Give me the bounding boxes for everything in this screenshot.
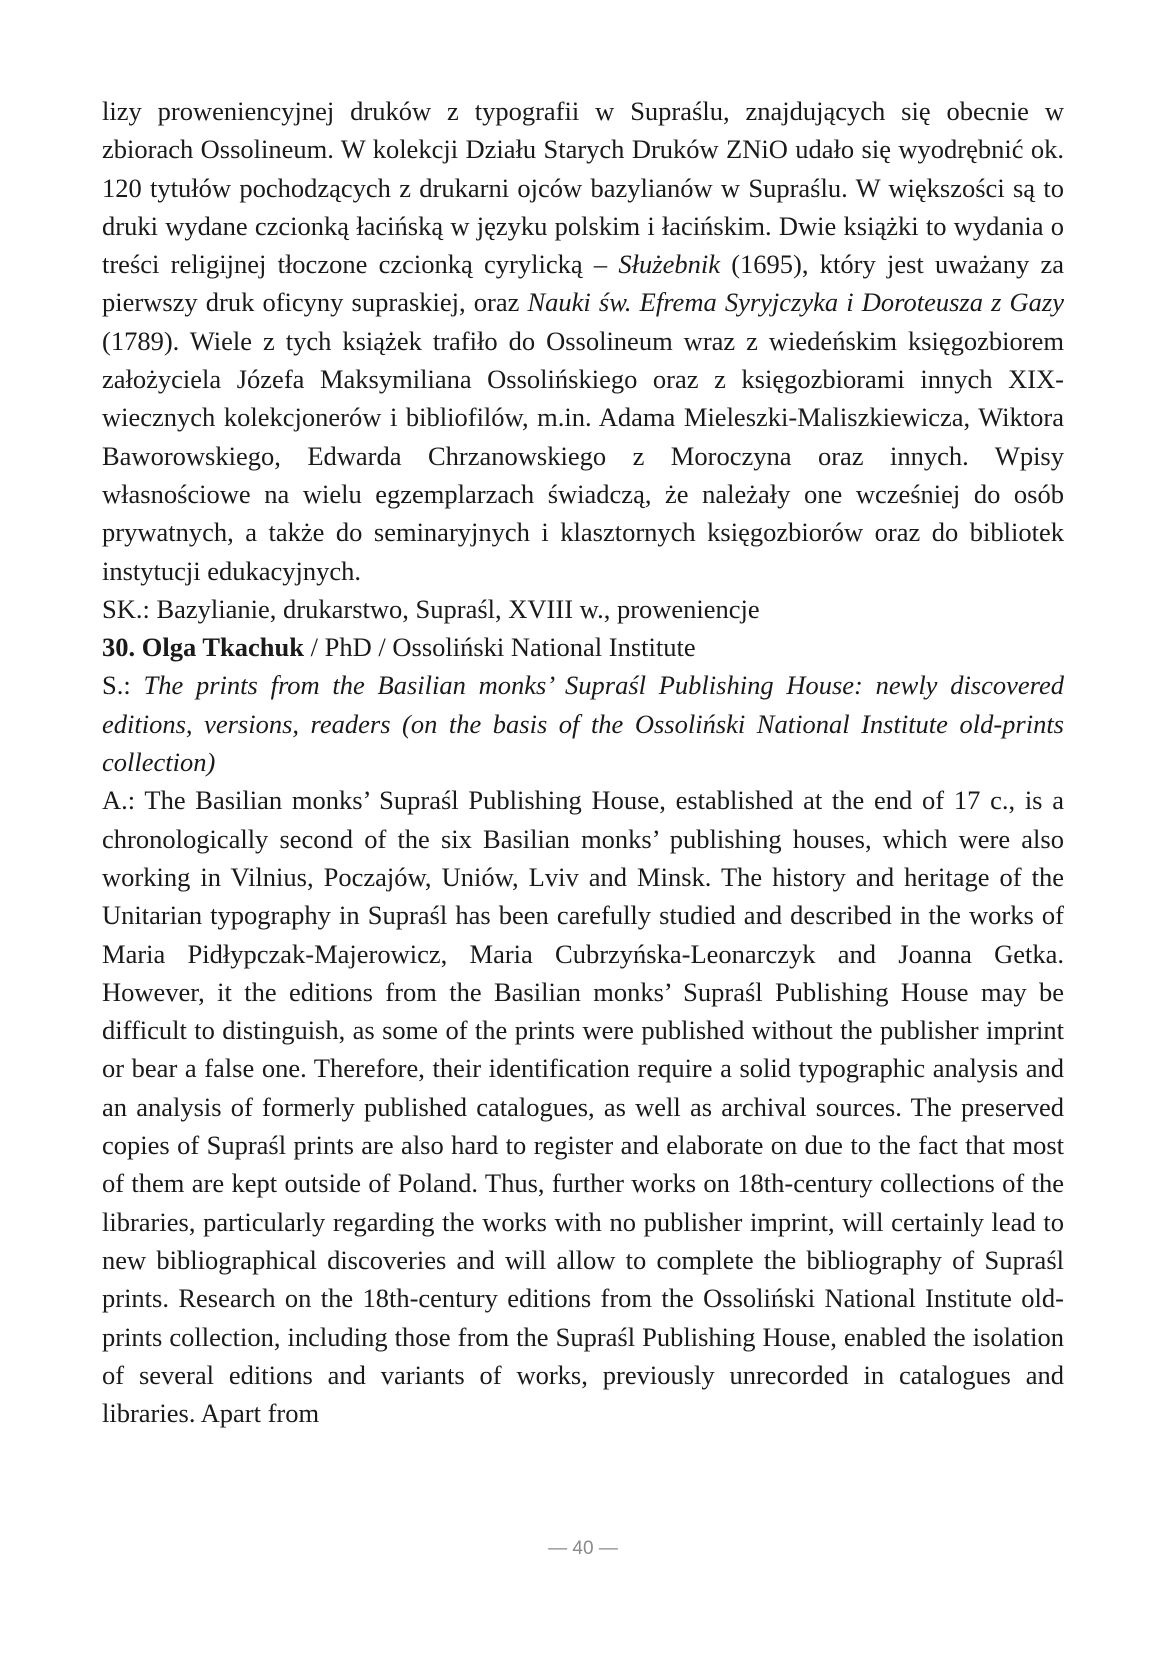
polish-abstract-text-2: (1695), który jest uważany za pierwszy druk oficyny supraskiej, oraz — [102, 249, 1064, 318]
subject-prefix: S.: — [102, 670, 144, 701]
page-body — [102, 92, 1064, 1432]
entry-affiliation: / PhD / Ossoliński National Institute — [304, 632, 696, 663]
keywords-line: SK.: Bazylianie, drukarstwo, Supraśl, XVIII w., proweniencje — [102, 593, 760, 624]
entry-number-author: 30. Olga Tkachuk — [102, 632, 305, 663]
entry-heading — [102, 628, 1064, 666]
entry-abstract: A.: The Basilian monks’ Supraśl Publishing House, established at the end of 17 c., is a chronologically second of the six Basilian monks’ publishing houses, which were also working in Vilnius, Poczajów, Uniów, Lviv and Minsk. The history and heritage of the Unitarian typography in Supraśl has been carefully studied and described in the works of Maria Pidłypczak-Majerowicz, Maria Cubrzyńska-Leonarczyk and Joanna Getka. However, it the editions from the Basilian monks’ Supraśl Publishing House may be difficult to distinguish, as some of the prints were published without the publisher imprint or bear a false one. Therefore, their identification require a solid typographic analysis and an analysis of formerly published catalogues, as well as archival sources. The preserved copies of Supraśl prints are also hard to register and elaborate on due to the fact that most of them are kept outside of Poland. Thus, further works on 18th-century collections of the libraries, particularly regarding the works with no publisher imprint, will certainly lead to new bibliographical discoveries and will allow to complete the bibliography of Supraśl prints. Research on the 18th-century editions from the Ossoliński National Institute old-prints collection, including those from the Supraśl Publishing House, enabled the isolation of several editions and variants of works, previously unrecorded in catalogues and libraries. Apart from — [102, 785, 1064, 1429]
book-title-nauki: Nauki św. Efrema Syryjczyka i Doroteusza z Gazy — [527, 287, 1064, 318]
page-number: — 40 — — [548, 1538, 618, 1559]
entry-subject — [102, 666, 1064, 781]
polish-abstract-text-1: lizy proweniencyjnej druków z typografii w Supraślu, znajdujących się obecnie w zbiorach Ossolineum. W kolekcji Działu Starych Druków ZNiO udało się wyodrębnić ok. 120 tytułów pochodzących z drukarni ojców bazylianów w Supraślu. W większości są to druki wydane czcionką łacińską w języku polskim i łacińskim. Dwie książki to wydania o treści religijnej tłoczone czcionką cyrylicką – — [102, 96, 1064, 280]
book-title-sluzebnik: Służebnik — [618, 249, 720, 280]
polish-abstract-text-3: (1789). Wiele z tych książek trafiło do Ossolineum wraz z wiedeńskim księgozbiorem założyciela Józefa Maksymiliana Ossolińskiego oraz z księgozbiorami innych XIX-wiecznych kolekcjonerów i bibliofilów, m.in. Adama Mieleszki-Maliszkiewicza, Wiktora Baworowskiego, Edwarda Chrzanowskiego z Moroczyna oraz innych. Wpisy własnościowe na wielu egzemplarzach świadczą, że należały one wcześniej do osób prywatnych, a także do seminaryjnych i klasztornych księgozbiorów oraz do bibliotek instytucji edukacyjnych. — [102, 325, 1064, 586]
subject-title: The prints from the Basilian monks’ Supraśl Publishing House: newly discovered editions, versions, readers (on the basis of the Ossoliński National Institute old-prints collection) — [102, 670, 1064, 778]
polish-abstract-paragraph — [102, 92, 1064, 590]
